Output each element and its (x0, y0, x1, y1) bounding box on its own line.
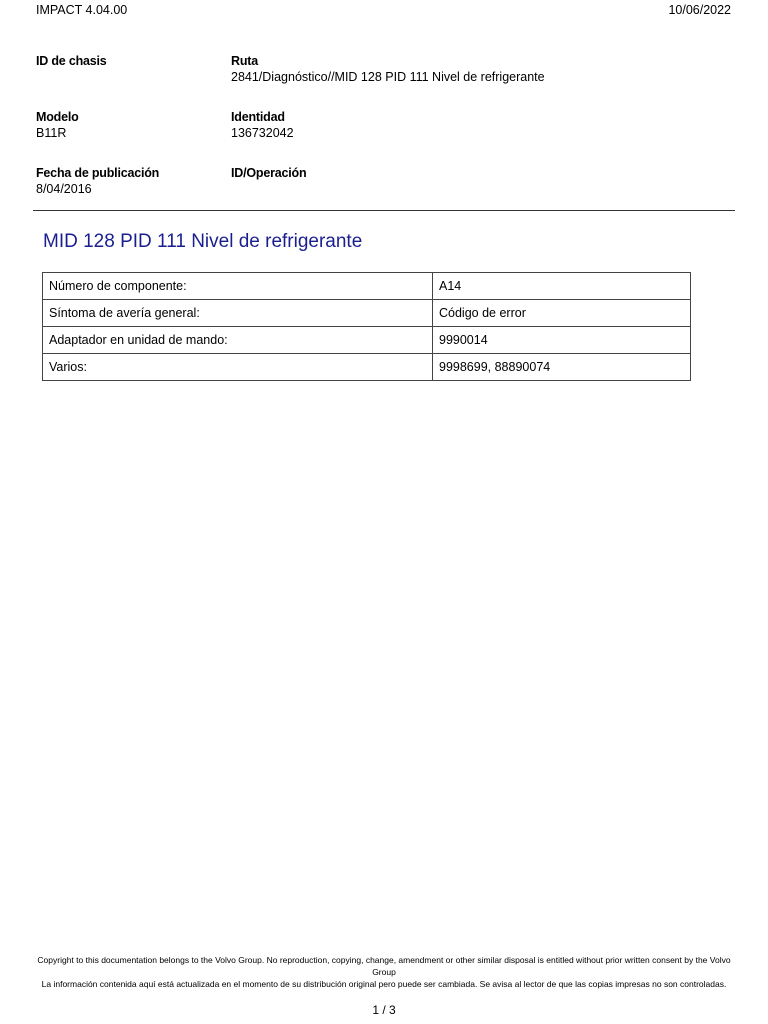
copyright-notice: Copyright to this documentation belongs to the Volvo Group. No reproduction, copying, change, amendment or other similar disposal is entitled without prior written consent by the Volvo Group (37, 955, 731, 977)
row-value: 9998699, 88890074 (433, 354, 691, 381)
publication-date-label: Fecha de publicación (36, 166, 160, 180)
publication-date-field (36, 165, 159, 197)
chassis-id-field (36, 53, 107, 69)
route-field (231, 53, 545, 85)
route-value: 2841/Diagnóstico//MID 128 PID 111 Nivel de refrigerante (231, 70, 545, 84)
table-row (43, 300, 691, 327)
identity-field (231, 109, 294, 141)
route-label: Ruta (231, 54, 258, 68)
document-title: MID 128 PID 111 Nivel de refrigerante (43, 231, 363, 252)
identity-value: 136732042 (231, 126, 294, 140)
publication-date-value: 8/04/2016 (36, 182, 92, 196)
print-date: 10/06/2022 (668, 3, 731, 17)
operation-id-field (231, 165, 306, 181)
footer-notice (30, 954, 738, 990)
operation-id-label: ID/Operación (231, 166, 307, 180)
app-version: IMPACT 4.04.00 (36, 3, 128, 17)
row-label: Adaptador en unidad de mando: (43, 327, 433, 354)
print-disclaimer: La información contenida aquí está actualizada en el momento de su distribución original pero puede ser cambiada. Se avisa al lector de que las copias impresas no son controladas. (41, 979, 727, 989)
row-label: Síntoma de avería general: (43, 300, 433, 327)
table-row (43, 354, 691, 381)
row-value: 9990014 (433, 327, 691, 354)
model-value: B11R (36, 126, 67, 140)
page-number: 1 / 3 (372, 1003, 396, 1017)
component-info-table (42, 272, 691, 381)
chassis-id-label: ID de chasis (36, 54, 107, 68)
row-value: Código de error (433, 300, 691, 327)
table-row (43, 273, 691, 300)
table-row (43, 327, 691, 354)
row-value: A14 (433, 273, 691, 300)
row-label: Varios: (43, 354, 433, 381)
model-label: Modelo (36, 110, 79, 124)
model-field (36, 109, 79, 141)
row-label: Número de componente: (43, 273, 433, 300)
identity-label: Identidad (231, 110, 285, 124)
header-divider (33, 210, 735, 211)
